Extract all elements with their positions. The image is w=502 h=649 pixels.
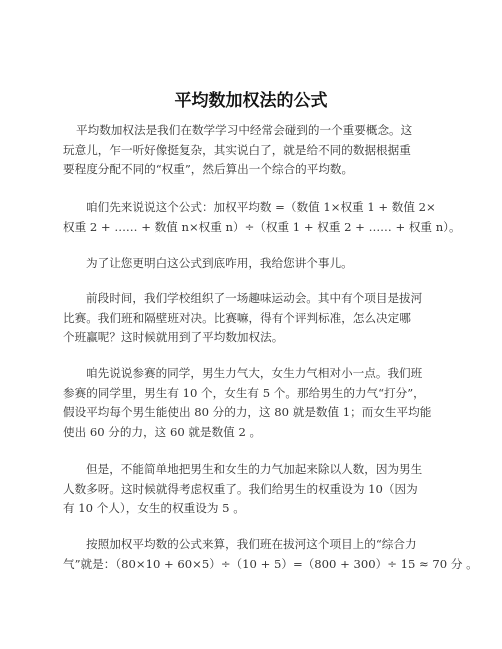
text-line: 为了让您更明白这公式到底咋用，我给您讲个事儿。 [86,256,353,270]
paragraph-intro [63,121,453,180]
text-line: 气”就是：（80×10 + 60×5）÷（10 + 5）=（800 + 300）÷ 15 ≈ 70 分 。 [63,556,478,571]
text-line: 咱们先来说说这个公式：加权平均数 =（数值 1×权重 1 + 数值 2× [86,200,436,214]
paragraph-transition [63,254,453,274]
text-line: 权重 2 + …… + 数值 n×权重 n）÷（权重 1 + 权重 2 + …… + 权重 n）。 [63,219,461,234]
text-line: 要程度分配不同的“权重”，然后算出一个综合的平均数。 [63,162,354,176]
text-line: 有 10 个人），女生的权重设为 5 。 [63,501,245,515]
paragraph-weights [63,460,453,519]
text-line: 平均数加权法是我们在数学学习中经常会碰到的一个重要概念。这 [76,123,413,137]
paragraph-participants [63,364,453,442]
text-line: 个班赢呢？这时候就用到了平均数加权法。 [63,330,284,344]
text-line: 前段时间，我们学校组织了一场趣味运动会。其中有个项目是拔河 [86,291,423,305]
text-line: 咱先说说参赛的同学，男生力气大，女生力气相对小一点。我们班 [86,366,423,380]
text-line: 参赛的同学里，男生有 10 个，女生有 5 个。那给男生的力气“打分”， [63,385,425,400]
paragraph-calculation [63,535,478,574]
text-line: 人数多呀。这时候就得考虑权重了。我们给男生的权重设为 10（因为 [63,481,418,496]
paragraph-story [63,289,453,348]
text-line: 比赛。我们班和隔壁班对决。比赛嘛，得有个评判标准，怎么决定哪 [63,310,411,325]
text-line: 按照加权平均数的公式来算，我们班在拔河这个项目上的“综合力 [86,537,417,551]
text-line: 使出 60 分的力，这 60 就是数值 2 。 [63,424,262,439]
paragraph-formula [63,198,461,237]
text-line: 玩意儿，乍一听好像挺复杂，其实说白了，就是给不同的数据根据重 [63,142,411,157]
text-line: 但是，不能简单地把男生和女生的力气加起来除以人数，因为男生 [86,462,423,476]
document-title: 平均数加权法的公式 [174,91,328,111]
text-line: 假设平均每个男生能使出 80 分的力，这 80 就是数值 1；而女生平均能 [63,405,432,419]
